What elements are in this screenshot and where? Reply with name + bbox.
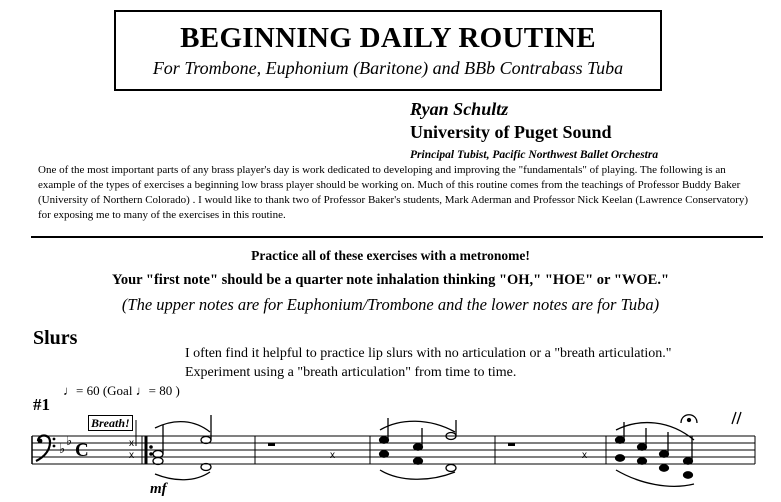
breath-mark-icon: x bbox=[129, 450, 134, 461]
fermata-icon bbox=[681, 415, 697, 423]
upper-lower-note: (The upper notes are for Euphonium/Trombone and the lower notes are for Tuba) bbox=[121, 295, 660, 314]
page-subtitle: For Trombone, Euphonium (Baritone) and BBb Contrabass Tuba bbox=[152, 58, 624, 78]
author-position: Principal Tubist, Pacific Northwest Ballet Orchestra bbox=[410, 149, 659, 161]
author-university: University of Puget Sound bbox=[410, 122, 612, 142]
dynamic-marking: mf bbox=[150, 481, 167, 497]
page-title: BEGINNING DAILY ROUTINE bbox=[180, 22, 596, 54]
time-signature: C bbox=[75, 440, 89, 461]
breath-mark-icon: x bbox=[129, 438, 134, 449]
section-heading: Slurs bbox=[33, 327, 78, 349]
note-group bbox=[616, 422, 695, 486]
repeat-dot-icon bbox=[149, 445, 153, 449]
note-group bbox=[153, 415, 211, 480]
breath-mark-icon: x bbox=[330, 450, 335, 461]
first-note-instruction: Your "first note" should be a quarter note inhalation thinking "OH," "HOE" or "WOE." bbox=[111, 272, 670, 288]
half-rest-icon bbox=[508, 443, 515, 446]
note-group bbox=[380, 418, 457, 479]
flat-icon: ♭ bbox=[66, 434, 73, 449]
repeat-dot-icon bbox=[149, 452, 153, 456]
exercise-number: #1 bbox=[33, 395, 50, 414]
tempo-marking: ♩= 60 (Goal ♩= 80 ) bbox=[63, 383, 180, 398]
breath-mark-icon: x bbox=[582, 450, 587, 461]
slur-tip-line-2: Experiment using a "breath articulation" from time to time. bbox=[185, 365, 517, 380]
caesura-icon bbox=[732, 412, 741, 424]
flat-icon: ♭ bbox=[59, 442, 66, 457]
slur-tip-line-1: I often find it helpful to practice lip slurs with no articulation or a "breath articulation." bbox=[185, 346, 672, 361]
half-rest-icon bbox=[268, 443, 275, 446]
breath-label: Breath! bbox=[88, 415, 133, 431]
practice-instruction: Practice all of these exercises with a metronome! bbox=[251, 248, 530, 263]
intro-paragraph: One of the most important parts of any brass player's day is work dedicated to developing and improving the "fundamentals" of playing. The following is an example of the types of exercises a beginning low brass player should be working on. Much of this routine comes from the teachings of Professor Buddy Baker (University of Northern Colorado) . I would like to thank two of Professor Baker's students, Mark Aderman and Professor Nick Keelan (Lawrence Conservatory) for exposing me to many of the exercises in this routine. bbox=[38, 164, 749, 221]
author-name: Ryan Schultz bbox=[410, 99, 509, 119]
